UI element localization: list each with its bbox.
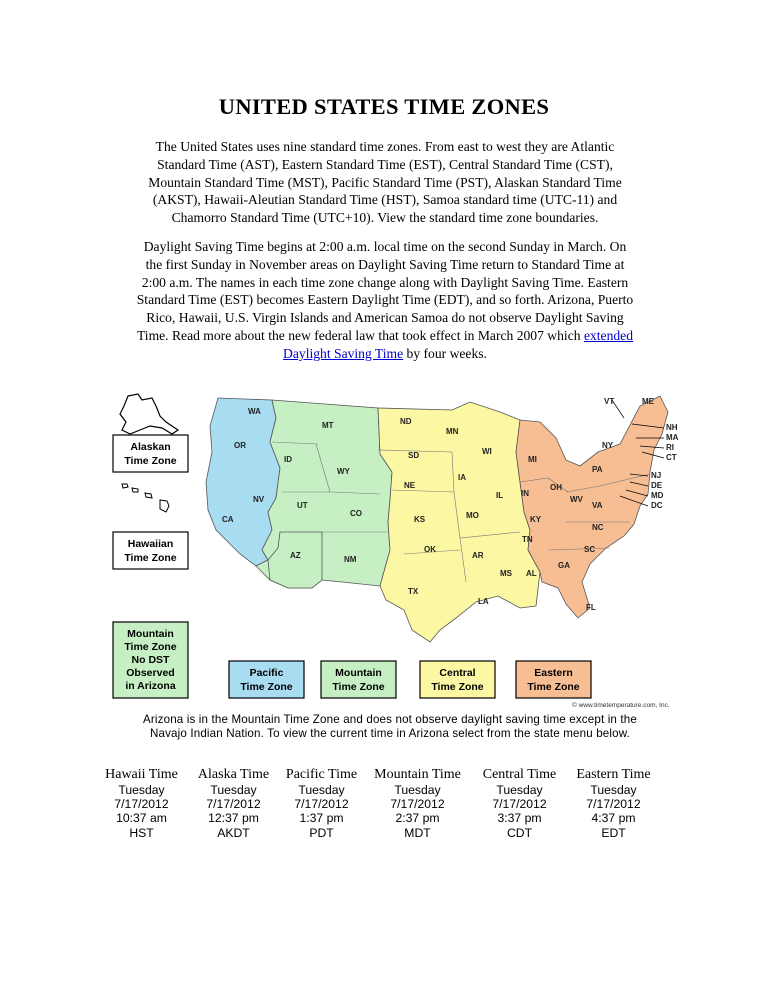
legend-hawaiian-label: Time Zone (124, 552, 177, 564)
dst-line: Time. Read more about the new federal law that took effect in March 2007 which (136, 327, 584, 343)
zone-abbr: HST (129, 825, 154, 840)
state-label: OR (234, 441, 246, 450)
legend-arizona-label: in Arizona (125, 680, 176, 692)
zone-date: 7/17/2012 (114, 797, 169, 812)
state-label: NJ (651, 471, 662, 480)
legend-eastern-label: Eastern (534, 667, 573, 679)
zone-name: Mountain Time (374, 767, 461, 782)
dst-line: Daylight Saving Time begins at 2:00 a.m. local time on the second Sunday in March. On (143, 239, 627, 254)
state-label: TX (408, 587, 419, 596)
state-label: TN (522, 535, 533, 544)
zone-abbr: CDT (506, 825, 533, 840)
state-label: MA (666, 433, 679, 442)
state-label: OK (424, 545, 436, 554)
state-label: AZ (290, 551, 301, 560)
zone-name: Central Time (482, 767, 557, 782)
zone-name: Hawaii Time (105, 767, 178, 782)
state-label: MN (446, 427, 459, 436)
zone-time: 1:37 pm (299, 811, 344, 826)
legend-alaskan-label: Alaskan (130, 441, 171, 453)
dst-line: Standard Time (EST) becomes Eastern Daylight Time (EDT), and so forth. Arizona, Puerto (136, 292, 634, 308)
zone-column (274, 766, 369, 840)
zone-day: Tuesday (298, 783, 345, 797)
legend-pacific-label: Time Zone (240, 681, 293, 693)
legend-alaskan-label: Time Zone (124, 455, 177, 467)
central-zone (378, 402, 540, 642)
page-title: UNITED STATES TIME ZONES (218, 94, 550, 119)
state-label: NM (344, 555, 357, 564)
zone-abbr: PDT (309, 825, 334, 840)
state-label: VT (604, 397, 615, 406)
zone-time: 12:37 pm (208, 811, 259, 826)
dst-line: the first Sunday in November areas on Daylight Saving Time return to Standard Time at (145, 256, 625, 272)
state-label: DE (651, 481, 663, 490)
dst-paragraph (110, 238, 660, 363)
zone-day: Tuesday (394, 783, 441, 797)
zone-day: Tuesday (118, 783, 165, 797)
caption-line: Arizona is in the Mountain Time Zone and does not observe daylight saving time except in the (143, 713, 637, 726)
state-label: NC (592, 523, 604, 532)
zone-abbr: AKDT (217, 825, 250, 840)
zone-time: 3:37 pm (497, 811, 542, 826)
zone-column (94, 766, 189, 840)
state-label: NE (404, 481, 416, 490)
state-label: AL (526, 569, 537, 578)
us-map (206, 396, 668, 642)
state-label: NY (602, 441, 614, 450)
zone-date: 7/17/2012 (206, 797, 261, 812)
state-label: MO (466, 511, 479, 520)
zone-abbr: MDT (404, 825, 431, 840)
state-label: WA (248, 407, 261, 416)
arizona-caption (100, 713, 680, 741)
state-label: WI (482, 447, 492, 456)
state-label: UT (297, 501, 308, 510)
map-copyright: © www.timetemperature.com, Inc. (572, 702, 670, 709)
state-label: KY (530, 515, 542, 524)
zone-time: 10:37 am (116, 811, 167, 826)
legend-arizona-label: No DST (131, 654, 170, 666)
legend-arizona-label: Observed (126, 667, 175, 679)
state-label: PA (592, 465, 603, 474)
state-label: DC (651, 501, 663, 510)
zone-day: Tuesday (210, 783, 257, 797)
state-label: SD (408, 451, 420, 460)
extended-dst-link[interactable]: extended Daylight Saving Time (283, 327, 634, 361)
state-label: CT (666, 453, 677, 462)
state-label: NH (666, 423, 678, 432)
state-label: MT (322, 421, 334, 430)
intro-line: Chamorro Standard Time (UTC+10). View the standard time zone boundaries. (171, 210, 599, 226)
legend-arizona-label: Time Zone (124, 641, 177, 653)
state-label: ME (642, 397, 654, 406)
state-label: RI (666, 443, 674, 452)
legend-central-label: Central (439, 667, 476, 679)
zone-day: Tuesday (496, 783, 543, 797)
zone-name: Eastern Time (576, 767, 651, 782)
zone-date: 7/17/2012 (492, 797, 547, 812)
intro-paragraph (110, 138, 660, 227)
state-label: IN (521, 489, 529, 498)
state-label: GA (558, 561, 570, 570)
zone-day: Tuesday (590, 783, 637, 797)
state-label: MD (651, 491, 664, 500)
caption-line: Navajo Indian Nation. To view the current time in Arizona select from the state menu below. (149, 727, 630, 740)
intro-line: The United States uses nine standard time zones. From east to west they are Atlantic (155, 139, 615, 154)
state-label: FL (586, 603, 596, 612)
zone-time: 2:37 pm (395, 811, 440, 826)
legend-mountain-label: Time Zone (332, 681, 385, 693)
legend-pacific-label: Pacific (249, 667, 284, 679)
alaska-shape (120, 394, 178, 434)
dst-line: Rico, Hawaii, U.S. Virgin Islands and American Samoa do not observe Daylight Saving (146, 310, 624, 326)
state-label: CO (350, 509, 362, 518)
zone-name: Alaska Time (197, 767, 270, 782)
time-zone-map (0, 382, 768, 712)
legend-mountain-label: Mountain (335, 667, 382, 679)
legend-central-label: Time Zone (431, 681, 484, 693)
state-label: WY (337, 467, 350, 476)
state-label: MI (528, 455, 537, 464)
state-label: ID (284, 455, 292, 464)
state-label: AR (472, 551, 484, 560)
state-label: LA (478, 597, 489, 606)
zone-abbr: EDT (601, 825, 626, 840)
intro-line: Standard Time (AST), Eastern Standard Time (EST), Central Standard Time (CST), (157, 156, 613, 172)
state-label: WV (570, 495, 583, 504)
zone-column (186, 766, 281, 840)
dst-line: by four weeks. (403, 345, 487, 361)
zone-time: 4:37 pm (591, 811, 636, 826)
legend-eastern-label: Time Zone (527, 681, 580, 693)
state-label: IL (496, 491, 504, 500)
zone-column (566, 766, 661, 840)
state-label: MS (500, 569, 512, 578)
state-label: IA (458, 473, 466, 482)
state-label: NV (253, 495, 265, 504)
state-label: KS (414, 515, 426, 524)
zone-date: 7/17/2012 (294, 797, 349, 812)
state-label: ND (400, 417, 412, 426)
intro-line: Mountain Standard Time (MST), Pacific Standard Time (PST), Alaskan Standard Time (148, 174, 622, 190)
zone-column (472, 766, 567, 840)
state-label: CA (222, 515, 234, 524)
state-label: VA (592, 501, 603, 510)
zone-date: 7/17/2012 (586, 797, 641, 812)
state-label: OH (550, 483, 562, 492)
legend-arizona-label: Mountain (127, 628, 174, 640)
hawaii-shape (122, 484, 169, 512)
zone-column (370, 766, 465, 840)
zone-date: 7/17/2012 (390, 797, 445, 812)
zone-name: Pacific Time (285, 767, 358, 782)
legend-hawaiian-label: Hawaiian (127, 538, 174, 550)
state-label: SC (584, 545, 596, 554)
intro-line: (AKST), Hawaii-Aleutian Standard Time (HST), Samoa standard time (UTC-11) and (152, 192, 618, 208)
dst-line: 2:00 a.m. The names in each time zone change along with Daylight Saving Time. Eastern (141, 274, 629, 290)
